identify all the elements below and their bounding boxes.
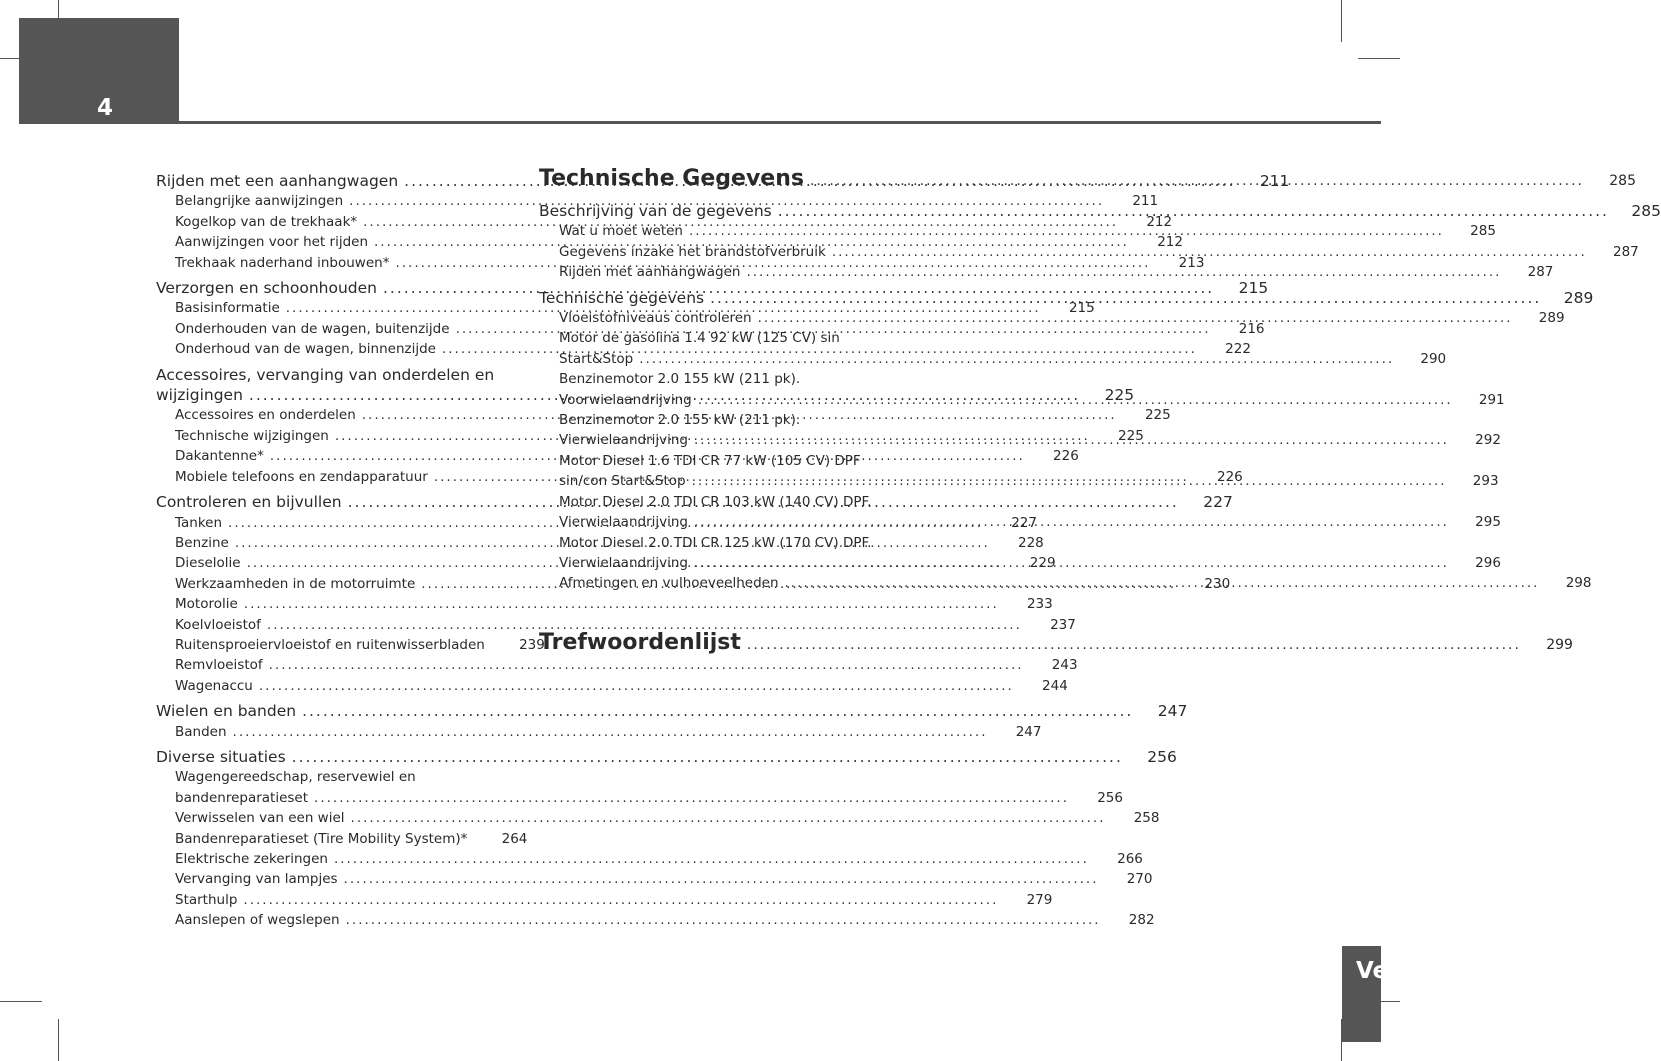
toc-entry-page: 285 xyxy=(1631,202,1661,220)
toc-entry-title: Trekhaak naderhand inbouwen* xyxy=(175,254,390,271)
leader-dots xyxy=(233,722,988,742)
toc-entry-page: 211 xyxy=(1132,193,1159,210)
leader-dots xyxy=(810,166,1584,196)
toc-entry-page: 296 xyxy=(1475,554,1501,571)
toc-entry-page: 287 xyxy=(1612,243,1639,260)
toc-entry-page: 270 xyxy=(1126,871,1153,888)
toc-entry[interactable] xyxy=(156,767,1123,808)
leader-dots xyxy=(832,242,1587,262)
crop-mark xyxy=(58,1019,59,1061)
toc-entry-title-line: Benzinemotor 2.0 155 kW (211 pk). xyxy=(559,412,801,429)
leader-dots xyxy=(692,471,1447,491)
toc-entry[interactable] xyxy=(156,808,1160,828)
toc-entry-title: Vierwielaandrijving xyxy=(559,432,688,449)
toc-entry-page: 227 xyxy=(1203,493,1233,512)
leader-dots xyxy=(292,747,1123,767)
toc-entry-title: Dieselolie xyxy=(175,555,241,572)
toc-entry-title: Benzine xyxy=(175,534,229,551)
toc-entry-page: 291 xyxy=(1478,391,1505,408)
toc-entry-page: 239 xyxy=(519,636,545,653)
toc-entry-page: 230 xyxy=(1204,575,1231,592)
toc-entry-title: Rijden met een aanhangwagen xyxy=(156,172,399,190)
toc-entry-title: Elektrische zekeringen xyxy=(175,851,328,867)
crop-mark xyxy=(0,1001,42,1002)
toc-entry[interactable] xyxy=(156,747,1177,767)
toc-entry-title: Start&Stop xyxy=(559,350,634,367)
toc-entry-title: Dakantenne* xyxy=(175,448,264,465)
toc-entry-title: Ruitensproeiervloeistof en ruitenwisserbladen xyxy=(175,636,485,653)
toc-entry-title: Vierwielaandrijving xyxy=(559,514,688,531)
leader-dots xyxy=(302,701,1133,721)
toc-entry-title-line: Benzinemotor 2.0 155 kW (211 pk). xyxy=(559,371,801,388)
leader-dots xyxy=(259,676,1014,696)
leader-dots xyxy=(758,308,1513,328)
toc-entry-page: 244 xyxy=(1042,677,1068,694)
toc-entry-page: 225 xyxy=(1104,386,1135,405)
toc-entry-page: 228 xyxy=(1018,534,1044,551)
toc-entry-title: Accessoires en onderdelen xyxy=(175,407,356,424)
toc-entry-page: 295 xyxy=(1475,514,1501,531)
toc-entry[interactable] xyxy=(156,594,1053,614)
toc-entry-page: 247 xyxy=(1015,723,1042,740)
toc-entry-page: 289 xyxy=(1563,288,1594,307)
toc-entry-page: 293 xyxy=(1472,473,1499,490)
toc-entry-title: Rijden met aanhangwagen xyxy=(559,264,741,281)
toc-entry-page: 285 xyxy=(1609,173,1636,189)
toc-entry-title: Afmetingen en vulhoeveelheden xyxy=(559,575,779,592)
toc-entry-page: 237 xyxy=(1050,616,1076,633)
toc-entry-title-line: Motor Diesel 1.6 TDI CR 77 kW (105 CV) DPF xyxy=(559,452,861,469)
toc-entry-title: Wielen en banden xyxy=(156,702,297,721)
toc-entry[interactable] xyxy=(156,635,545,655)
toc-entry-title: Wagenaccu xyxy=(175,677,253,694)
toc-entry-title: Koelvloeistof xyxy=(175,616,261,633)
toc-entry-page: 212 xyxy=(1146,213,1173,230)
toc-entry-title: Aanwijzingen voor het rijden xyxy=(175,234,369,251)
leader-dots xyxy=(698,390,1453,410)
toc-entry-title: Banden xyxy=(175,723,227,740)
leader-dots xyxy=(351,808,1106,828)
toc-entry-title: Gegevens inzake het brandstofverbruik xyxy=(559,243,826,260)
toc-entry-title-line: Wagengereedschap, reservewiel en xyxy=(175,769,416,786)
section-tab xyxy=(1342,946,1389,1042)
leader-dots xyxy=(243,890,998,910)
toc-entry-page: 233 xyxy=(1026,596,1053,613)
toc-entry-title: sin/con Start&Stop xyxy=(559,473,686,490)
toc-entry-title: Trefwoordenlijst xyxy=(539,629,741,655)
leader-dots xyxy=(746,262,1501,282)
leader-dots xyxy=(710,288,1541,308)
toc-entry-title: Motorolie xyxy=(175,596,238,613)
toc-entry-page: 215 xyxy=(1068,300,1095,317)
toc-entry[interactable] xyxy=(156,722,1042,742)
toc-entry-page: 225 xyxy=(1118,427,1144,444)
toc-entry-title: Belangrijke aanwijzingen xyxy=(175,193,344,210)
toc-entry-page: 226 xyxy=(1053,448,1079,465)
crop-mark xyxy=(1341,0,1342,42)
leader-dots xyxy=(334,849,1089,869)
section-tab-label: Ve xyxy=(1356,958,1389,984)
toc-entry-title: Technische wijzigingen xyxy=(175,427,329,444)
toc-entry-title-line: Accessoires, vervanging van onderdelen en xyxy=(156,365,495,384)
toc-entry-title: Controleren en bijvullen xyxy=(156,493,342,512)
toc-entry-title: Wat u moet weten xyxy=(559,223,683,240)
toc-entry-page: 229 xyxy=(1029,555,1056,572)
toc-entry-page: 258 xyxy=(1133,810,1160,827)
toc-entry-title: bandenreparatieset xyxy=(175,789,309,806)
toc-entry-title: Kogelkop van de trekhaak* xyxy=(175,213,358,230)
toc-entry-page: 290 xyxy=(1420,350,1447,367)
toc-entry-title-line: Motor Diesel 2.0 TDI CR 103 kW (140 CV) DPF. xyxy=(559,493,872,510)
header-rule xyxy=(19,121,1381,124)
toc-entry[interactable] xyxy=(156,869,1153,889)
toc-entry-page: 211 xyxy=(1259,172,1290,190)
toc-entry-page: 243 xyxy=(1051,657,1078,674)
leader-dots xyxy=(747,630,1521,660)
toc-entry[interactable] xyxy=(156,655,1078,675)
toc-entry-page: 266 xyxy=(1117,851,1143,867)
toc-entry-title: Beschrijving van de gegevens xyxy=(539,202,772,220)
toc-entry-page: 212 xyxy=(1157,234,1183,251)
toc-entry-title: Vierwielaandrijving xyxy=(559,554,688,571)
leader-dots xyxy=(689,221,1444,241)
toc-entry[interactable] xyxy=(156,910,1155,930)
toc-entry-title: Werkzaamheden in de motorruimte xyxy=(175,575,416,592)
toc-entry-title: Tanken xyxy=(175,514,223,531)
toc-entry[interactable] xyxy=(156,676,1068,696)
leader-dots xyxy=(344,869,1099,889)
toc-entry-title: Voorwielaandrijving xyxy=(559,391,692,408)
toc-entry-title: wijzigingen xyxy=(156,386,243,405)
toc-entry-title: Technische gegevens xyxy=(539,288,705,307)
leader-dots xyxy=(694,512,1449,532)
page-number-box xyxy=(19,18,179,124)
toc-entry-title: Remvloeistof xyxy=(175,657,263,674)
toc-entry-page: 226 xyxy=(1217,468,1243,485)
toc-entry[interactable] xyxy=(156,298,1095,318)
toc-entry-title: Verzorgen en schoonhouden xyxy=(156,279,377,298)
toc-entry-title: Vloeistofniveaus controleren xyxy=(559,310,752,327)
toc-entry-title: Verwisselen van een wiel xyxy=(175,810,345,827)
leader-dots xyxy=(785,573,1540,593)
crop-mark xyxy=(1358,58,1400,59)
toc-entry-page: 215 xyxy=(1238,279,1269,298)
toc-entry-title: Onderhouden van de wagen, buitenzijde xyxy=(175,320,450,337)
toc-entry-title: Vervanging van lampjes xyxy=(175,871,338,888)
toc-entry-page: 292 xyxy=(1475,432,1501,449)
toc-entry-title: Mobiele telefoons en zendapparatuur xyxy=(175,468,428,485)
toc-entry-page: 227 xyxy=(1011,514,1037,531)
toc-entry-title-line: Motor Diesel 2.0 TDI CR 125 kW (170 CV) DPF. xyxy=(559,534,872,551)
toc-entry-title: Aanslepen of wegslepen xyxy=(175,912,340,929)
leader-dots xyxy=(314,788,1069,808)
toc-entry[interactable] xyxy=(539,628,1573,660)
leader-dots xyxy=(778,201,1609,221)
page-number: 4 xyxy=(97,95,114,121)
toc-entry-page: 287 xyxy=(1527,264,1554,281)
leader-dots xyxy=(346,910,1101,930)
toc-entry-page: 216 xyxy=(1238,320,1265,337)
toc-entry-page: 222 xyxy=(1225,341,1251,358)
toc-entry-page: 285 xyxy=(1470,223,1496,240)
toc-entry-page: 282 xyxy=(1128,912,1155,929)
toc-entry-title-line: Motor de gasolina 1.4 92 kW (125 CV) sin xyxy=(559,330,840,347)
toc-entry[interactable] xyxy=(156,701,1188,721)
toc-entry-title: Onderhoud van de wagen, binnenzijde xyxy=(175,341,436,358)
toc-entry-page: 264 xyxy=(501,830,528,847)
toc-entry-page: 213 xyxy=(1178,254,1205,271)
leader-dots xyxy=(639,349,1394,369)
toc-entry[interactable] xyxy=(156,849,1143,869)
leader-dots xyxy=(694,553,1449,573)
toc-entry-page: 279 xyxy=(1026,891,1053,908)
toc-entry[interactable] xyxy=(156,615,1076,635)
toc-entry-title: Starthulp xyxy=(175,891,238,908)
toc-entry-page: 299 xyxy=(1546,636,1573,653)
toc-entry-title: Basisinformatie xyxy=(175,300,280,317)
toc-entry-page: 225 xyxy=(1144,407,1171,424)
toc-entry-title: Technische Gegevens xyxy=(539,166,804,191)
toc-entry-page: 289 xyxy=(1538,310,1565,327)
toc-entry-page: 256 xyxy=(1097,789,1123,806)
toc-entry[interactable] xyxy=(156,829,528,849)
toc-entry-page: 298 xyxy=(1565,575,1592,592)
toc-entry[interactable] xyxy=(156,890,1053,910)
toc-entry-title: Bandenreparatieset (Tire Mobility System)* xyxy=(175,830,468,847)
toc-entry-page: 256 xyxy=(1147,747,1177,766)
leader-dots xyxy=(694,430,1449,450)
toc-entry-page: 247 xyxy=(1157,702,1188,721)
toc-entry-title: Diverse situaties xyxy=(156,747,286,766)
